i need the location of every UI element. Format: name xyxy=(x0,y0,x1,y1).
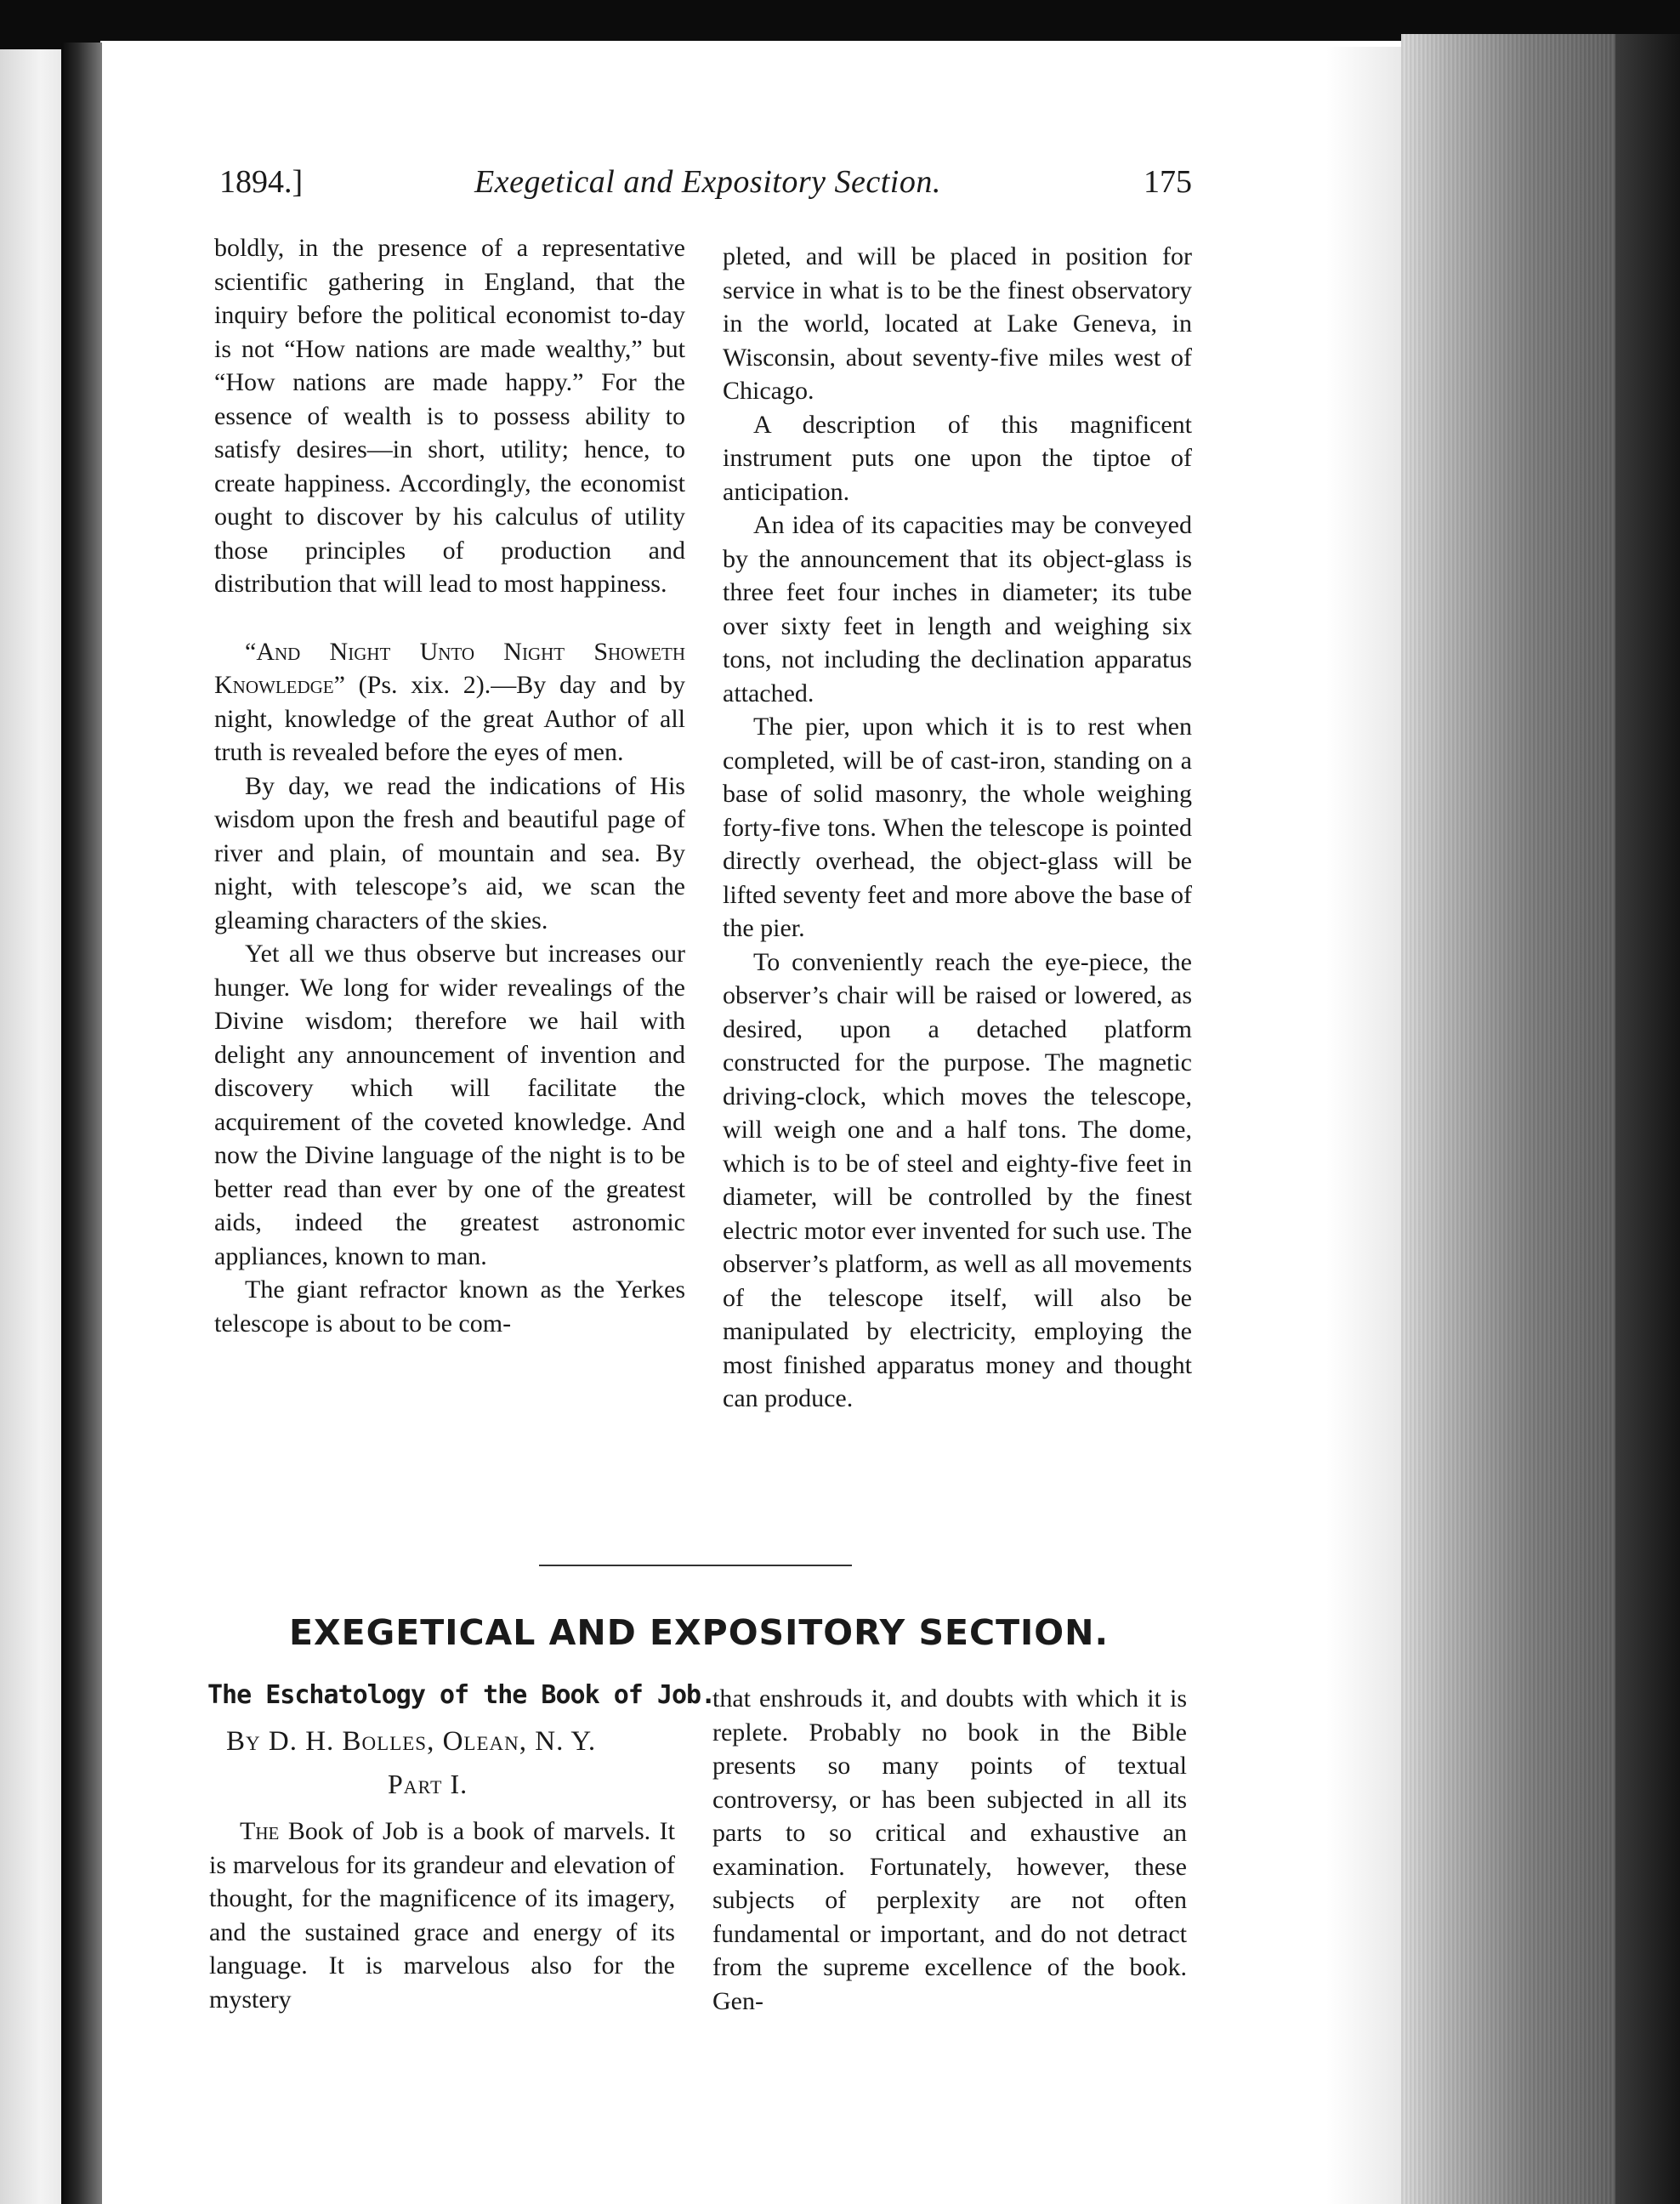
article-left-column xyxy=(209,1815,675,2016)
left-page-edge xyxy=(0,49,68,2204)
paragraph: A description of this magnificent instrument puts one upon the tiptoe of anticipation. xyxy=(723,410,1192,506)
page-number: 175 xyxy=(1144,164,1192,200)
paragraph-text: Book of Job is a book of marvels. It is marvelous for its grandeur and elevation of thought, for the magnificence of its imagery, and the sustained grace and energy of its language. It is marvelous also for the mystery xyxy=(209,1817,675,2014)
paragraph: that enshrouds it, and doubts with which it is replete. Probably no book in the Bible presents so many points of textual controversy, or has been subjected in all its parts to so critical and exhaustive an examination. Fortunately, however, these subjects of perplexity are not often fundamental or important, and do not detract from the supreme excellence of the book. Gen- xyxy=(712,1684,1187,2015)
article-title: The Eschatology of the Book of Job. xyxy=(207,1680,716,1710)
article-part: Part I. xyxy=(388,1769,468,1799)
running-header-title: Exegetical and Expository Section. xyxy=(474,164,941,200)
paragraph: By day, we read the indications of His wisdom upon the fresh and beautiful page of river and plain, of mountain and sea. By night, with telescope’s aid, we scan the gleaming characters of the skies. xyxy=(214,771,685,934)
section-divider xyxy=(539,1565,852,1566)
lead-word: The xyxy=(240,1817,280,1845)
paragraph xyxy=(214,635,685,770)
left-column-top xyxy=(214,231,685,1340)
paragraph-text: (Ps. xix. 2).—By day and by night, knowledge of the great Author of all truth is revealed before the eyes of men. xyxy=(214,671,685,766)
right-column-top xyxy=(723,240,1192,1416)
paragraph: The pier, upon which it is to rest when completed, will be of cast-iron, standing on a base of solid masonry, the whole weighing forty-five tons. When the telescope is pointed directly overhead, the object-glass will be lifted seventy feet and more above the base of the pier. xyxy=(723,713,1192,942)
paragraph xyxy=(209,1815,675,2016)
paragraph: Yet all we thus observe but increases our hunger. We long for wider revealings of the Divine wisdom; therefore we hail with delight any announcement of invention and discovery which will facilitate the acquirement of the coveted knowledge. And now the Divine language of the night is to be better read than ever by one of the greatest aids, indeed the greatest astronomic appliances, known to man. xyxy=(214,940,685,1270)
subhead: “And Night Unto Night Showeth Knowledge” xyxy=(214,637,685,699)
article-right-column xyxy=(712,1682,1187,2018)
paragraph: boldly, in the presence of a representative scientific gathering in England, that the inquiry before the political economist to-day is not “How nations are made wealthy,” but “How nations are made happy.” For the essence of wealth is to possess ability to satisfy desires—in short, utility; hence, to create happiness. Accordingly, the economist ought to discover by his calculus of utility those principles of production and distribution that will lead to most happiness. xyxy=(214,234,685,598)
paragraph: To conveniently reach the eye-piece, the observer’s chair will be raised or lowered, as desired, upon a detached platform constructed for the purpose. The magnetic driving-clock, which moves the telescope, will weigh one and a half tons. The dome, which is to be of steel and eighty-five feet in diameter, will be controlled by the finest electric motor ever invented for such use. The observer’s platform, as well as all movements of the telescope itself, will also be manipulated by electricity, employing the most finished apparatus money and thought can produce. xyxy=(723,947,1192,1412)
gutter-shadow xyxy=(61,43,102,2204)
paragraph: pleted, and will be placed in position for service in what is to be the finest observatory in the world, located at Lake Geneva, in Wisconsin, about seventy-five miles west of Chicago. xyxy=(723,242,1192,405)
section-heading: EXEGETICAL AND EXPOSITORY SECTION. xyxy=(288,1612,1110,1653)
book-edge-shadow xyxy=(1615,34,1680,2204)
paragraph: The giant refractor known as the Yerkes telescope is about to be com- xyxy=(214,1275,685,1338)
paragraph: An idea of its capacities may be conveyed by the announcement that its object-glass is three feet four inches in diameter; its tube over sixty feet in length and weighing six tons, not including the declination apparatus attached. xyxy=(723,511,1192,707)
article-byline: By D. H. Bolles, Olean, N. Y. xyxy=(226,1726,597,1757)
header-year: 1894.] xyxy=(219,164,304,200)
page-stack-edges xyxy=(1401,34,1631,2204)
